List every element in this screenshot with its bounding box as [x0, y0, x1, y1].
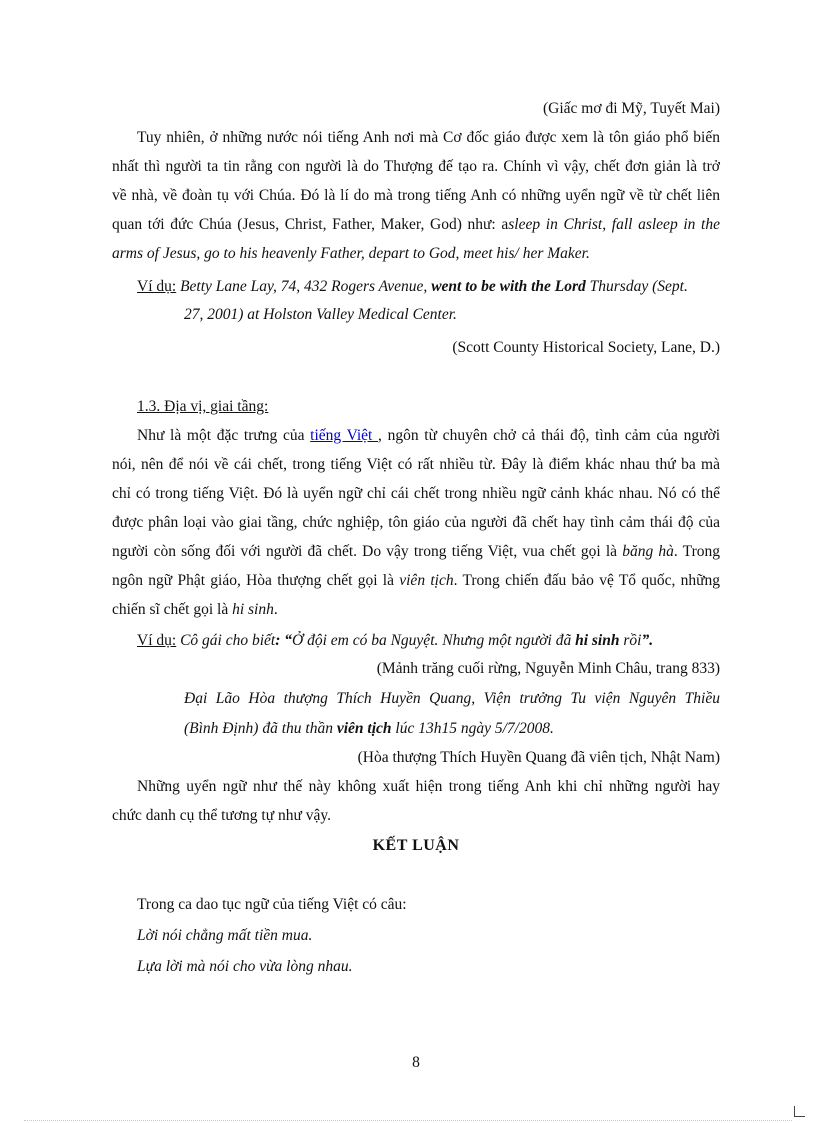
verse-line-1: Lời nói chẳng mất tiền mua.: [137, 927, 313, 944]
tieng-viet-link[interactable]: tiếng Việt: [310, 427, 379, 444]
page-corner-mark: [794, 1106, 805, 1117]
citation-scott-county: (Scott County Historical Society, Lane, D.): [452, 339, 720, 356]
citation-nhat-nam: (Hòa thượng Thích Huyền Quang đã viên tịch, Nhật Nam): [357, 749, 720, 766]
verse-line-2: Lựa lời mà nói cho vừa lòng nhau.: [137, 958, 353, 975]
citation-dream-america: (Giấc mơ đi Mỹ, Tuyết Mai): [543, 100, 720, 117]
example-label: Ví dụ:: [137, 278, 177, 295]
document-page: (Giấc mơ đi Mỹ, Tuyết Mai) Tuy nhiên, ở những nước nói tiếng Anh nơi mà Cơ đốc giáo được xem là tôn giáo phổ biến nhất thì người ta tin rằng con người là do Thượng đế tạo ra. Chính vì vậy, chết đơn giản là trở về nhà, về đoàn tụ với Chúa. Đó là lí do mà trong tiếng Anh có những uyển ngữ về từ chết liên quan tới đức Chúa (Jesus, Christ, Father, Maker, God) như: asleep in Christ, fall asleep in the arms of Jesus, go to his heavenly Father, depart to God, meet his/ her Maker. Ví dụ: Betty Lane Lay, 74, 432 Rogers Avenue, went to be with the Lord Thursday (Sept. 27, 2001) at Holston Valley Medical Center. (Scott County Historical Society, Lane, D.) 1.3. Địa vị, giai tầng: Như là một đặc trưng của tiếng Việt , ngôn từ chuyên chở cả thái độ, tình cảm của người nói, nên để nói về cái chết, trong tiếng Việt có rất nhiều từ. Đây là điểm khác nhau thứ ba mà chỉ có trong tiếng Việt. Đó là uyển ngữ chỉ cái chết trong nhiều ngữ cảnh khác nhau. Nó có thể được phân loại vào giai tầng, chức nghiệp, tôn giáo của người đã chết hay tình cảm thái độ của người còn sống đối với người đã chết. Do vậy trong tiếng Việt, vua chết gọi là băng hà. Trong ngôn ngữ Phật giáo, Hòa thượng chết gọi là viên tịch. Trong chiến đấu bảo vệ Tổ quốc, những chiến sĩ chết gọi là hi sinh. Ví dụ: Cô gái cho biết: “Ở đội em có ba Nguyệt. Nhưng một người đã hi sinh rồi”. (Mảnh trăng cuối rừng, Nguyễn Minh Châu, trang 833) Đại Lão Hòa thượng Thích Huyền Quang, Viện trưởng Tu viện Nguyên Thiều (Bình Định) đã thu thần viên tịch lúc 13h15 ngày 5/7/2008. (Hòa thượng Thích Huyền Quang đã viên tịch, Nhật Nam) Những uyển ngữ như thế này không xuất hiện trong tiếng Anh khi chỉ những người hay chức danh cụ thể tương tự như vậy. KẾT LUẬN Trong ca dao tục ngữ của tiếng Việt có câu: Lời nói chẳng mất tiền mua. Lựa lời mà nói cho vừa lòng nhau. 8: [0, 0, 816, 1123]
citation-manh-trang: (Mảnh trăng cuối rừng, Nguyễn Minh Châu, trang 833): [376, 660, 720, 677]
example-label: Ví dụ:: [137, 632, 177, 649]
page-number: 8: [412, 1054, 420, 1071]
section-heading: 1.3. Địa vị, giai tầng:: [137, 398, 269, 415]
conclusion-heading: KẾT LUẬN: [372, 837, 460, 854]
page-bottom-border: [24, 1120, 792, 1121]
